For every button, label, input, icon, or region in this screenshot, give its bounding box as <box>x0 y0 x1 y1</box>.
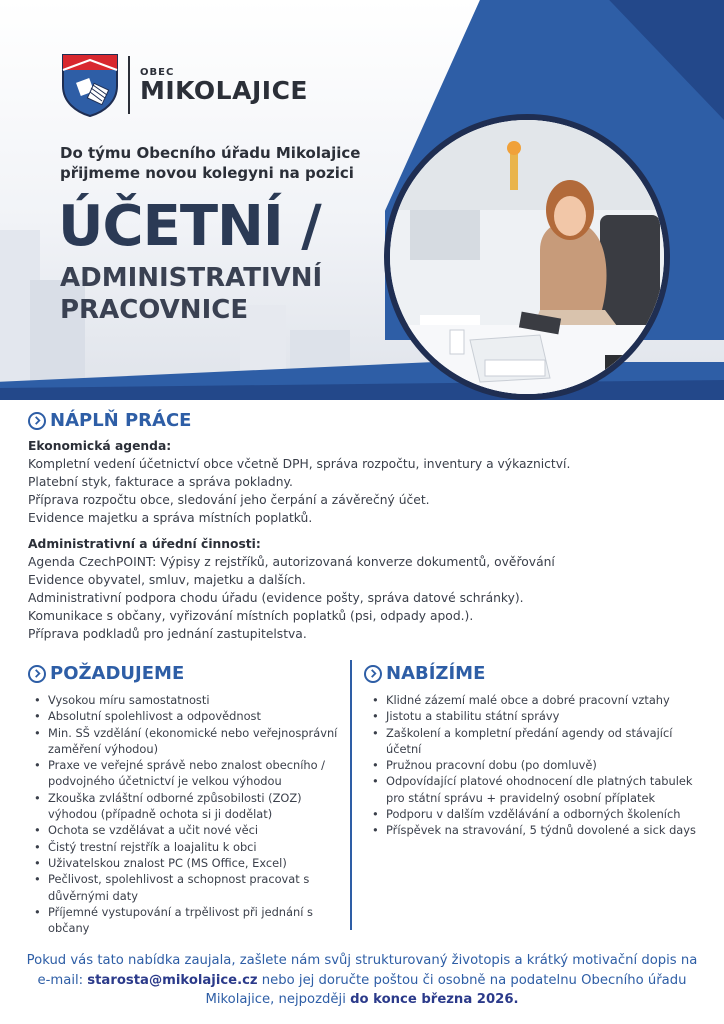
list-item: • Vysokou míru samostatnosti <box>28 692 346 708</box>
list-item: • Podporu v dalším vzdělávání a odborných školeních <box>366 806 706 822</box>
list-item: • Zkouška zvláštní odborné způsobilosti (ZOZ) výhodou (případně ochota si ji dodělat) <box>28 790 346 823</box>
deadline: do konce března 2026. <box>350 992 519 1007</box>
list-item: • Odpovídající platové ohodnocení dle platných tabulek pro státní správu + pravidelný osobní příplatek <box>366 773 706 806</box>
benefits-list <box>366 692 706 839</box>
list-item: • Min. SŠ vzdělání (ekonomické nebo veřejnosprávní zaměření výhodou) <box>28 725 346 758</box>
chevron-right-icon <box>364 665 382 683</box>
requirements-list <box>28 692 346 936</box>
position-subtitle: ADMINISTRATIVNÍ PRACOVNICE <box>60 263 323 325</box>
application-instructions: Pokud vás tato nabídka zaujala, zašlete nám svůj strukturovaný životopis a krátký motivační dopis na e-mail: starosta@mikolajice.cz nebo jej doručte poštou či osobně na podatelnu Obecního úřadu Mikolajice, nejpozději do konce března 2026. <box>26 953 698 1007</box>
column-divider <box>350 660 352 930</box>
list-item: • Příspěvek na stravování, 5 týdnů dovolené a sick days <box>366 822 706 838</box>
list-item: • Absolutní spolehlivost a odpovědnost <box>28 708 346 724</box>
section-heading-pozadujeme: POŽADUJEME <box>28 663 184 684</box>
list-item: • Zaškolení a kompletní předání agendy od stávající účetní <box>366 725 706 758</box>
naplne-group-admin: Administrativní a úřední činnosti: Agenda CzechPOINT: Výpisy z rejstříků, autorizovaná konverze dokumentů, ověřování Evidence obyvatel, smluv, majetku a dalších. Administrativní podpora chodu úřadu (evidence pošty, správa datové schránky). Komunikace s občany, vyřizování místních poplatků (psi, odpady apod.). Příprava podkladů pro jednání zastupitelstva. <box>28 537 555 641</box>
list-item: • Pružnou pracovní dobu (po domluvě) <box>366 757 706 773</box>
section-heading-nabizime: NABÍZÍME <box>364 663 485 684</box>
list-item: • Ochota se vzdělávat a učit nové věci <box>28 822 346 838</box>
logo-label-big: MIKOLAJICE <box>140 75 308 105</box>
list-item: • Pečlivost, spolehlivost a schopnost pracovat s důvěrnými daty <box>28 871 346 904</box>
logo-label-small: OBEC <box>140 66 175 78</box>
naplne-group-economic: Ekonomická agenda: Kompletní vedení účetnictví obce včetně DPH, správa rozpočtu, inventury a výkaznictví. Platební styk, fakturace a správa pokladny. Příprava rozpočtu obce, sledování jeho čerpání a závěrečný účet. Evidence majetku a správa místních poplatků. <box>28 439 571 525</box>
municipality-logo <box>60 52 308 118</box>
chevron-right-icon <box>28 412 46 430</box>
list-item: • Čistý trestní rejstřík a loajalitu k obci <box>28 839 346 855</box>
position-title: ÚČETNÍ / <box>58 194 321 259</box>
office-worker-photo <box>384 114 670 400</box>
contact-email[interactable]: starosta@mikolajice.cz <box>87 972 258 988</box>
chevron-right-icon <box>28 665 46 683</box>
list-item: • Praxe ve veřejné správě nebo znalost obecního / podvojného účetnictví je velkou výhodou <box>28 757 346 790</box>
section-heading-naplne: NÁPLŇ PRÁCE <box>28 410 191 431</box>
intro-text: Do týmu Obecního úřadu Mikolajice přijmeme novou kolegyni na pozici <box>60 144 361 182</box>
list-item: • Klidné zázemí malé obce a dobré pracovní vztahy <box>366 692 706 708</box>
coat-of-arms-icon <box>60 52 120 118</box>
list-item: • Uživatelskou znalost PC (MS Office, Excel) <box>28 855 346 871</box>
list-item: • Příjemné vystupování a trpělivost při jednání s občany <box>28 904 346 937</box>
list-item: • Jistotu a stabilitu státní správy <box>366 708 706 724</box>
